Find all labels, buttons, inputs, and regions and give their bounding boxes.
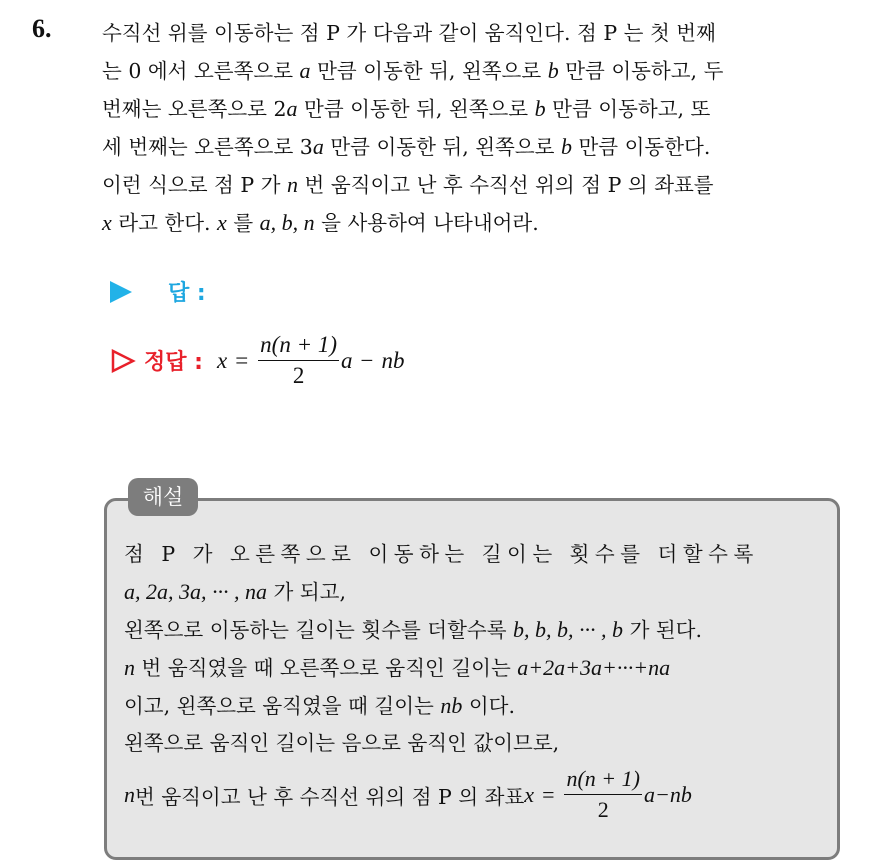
problem-text: 이런 식으로 점 P 가 <box>102 173 287 197</box>
problem-text: 라고 한다. <box>111 211 218 235</box>
correct-answer-row <box>110 332 405 389</box>
correct-answer-label: 정답 : <box>144 350 203 375</box>
outline-triangle-icon <box>110 349 136 373</box>
problem-math: a <box>299 58 311 83</box>
solution-line <box>124 649 824 687</box>
problem-text: 수직선 위를 이동하는 점 P 가 다음과 같이 움직인다. 점 P 는 첫 번째 <box>102 21 716 45</box>
problem-math: n <box>287 172 298 197</box>
play-triangle-icon <box>110 281 132 303</box>
problem-text: 만큼 이동한 뒤, 왼쪽으로 <box>323 135 561 159</box>
problem-math: b <box>560 134 572 159</box>
problem-text: 는 0 에서 오른쪽으로 <box>102 59 300 83</box>
solution-text <box>124 536 824 762</box>
problem-math: x <box>102 210 112 235</box>
solution-math: n <box>124 655 135 680</box>
problem-text <box>102 14 872 242</box>
solution-text: 왼쪽으로 이동하는 길이는 횟수를 더할수록 <box>124 618 514 642</box>
solution-text: 이다. <box>462 694 515 718</box>
solution-line <box>124 687 824 725</box>
problem-text: 만큼 이동한 뒤, 왼쪽으로 <box>297 97 535 121</box>
problem-line <box>102 128 872 166</box>
problem-line <box>102 204 872 242</box>
final-n: n <box>124 781 135 807</box>
problem-number: 6. <box>32 14 52 43</box>
solution-text: 번 움직였을 때 오른쪽으로 움직인 길이는 <box>135 656 518 680</box>
problem-math: x <box>217 210 227 235</box>
formula-denominator: 2 <box>292 363 305 388</box>
problem-math: a <box>286 96 298 121</box>
formula-minus: − <box>360 347 374 373</box>
formula-numerator: n(n + 1) <box>258 332 339 361</box>
solution-math: a, 2a, 3a, ··· , na <box>124 579 267 604</box>
final-denominator: 2 <box>597 797 609 822</box>
solution-text: 이고, 왼쪽으로 움직였을 때 길이는 <box>124 694 441 718</box>
solution-math: b, b, b, ··· , b <box>513 617 624 642</box>
final-tail: a−nb <box>643 781 692 807</box>
final-text: 번 움직이고 난 후 수직선 위의 점 P 의 좌표 <box>135 784 525 809</box>
problem-line <box>102 52 872 90</box>
formula-fraction <box>258 332 339 389</box>
formula-tail-a: a <box>341 347 353 373</box>
problem-text: 번째는 오른쪽으로 2 <box>102 97 287 121</box>
problem-text: 만큼 이동하고, 두 <box>558 59 724 83</box>
answer-row <box>110 276 206 307</box>
problem-math: b <box>534 96 546 121</box>
solution-line <box>124 725 824 762</box>
problem-line <box>102 90 872 128</box>
problem-text: 만큼 이동한 뒤, 왼쪽으로 <box>310 59 548 83</box>
solution-line <box>124 611 824 649</box>
problem-text: 세 번째는 오른쪽으로 3 <box>102 135 313 159</box>
answer-label: 답 : <box>168 281 206 306</box>
solution-text: 가 되고, <box>267 580 346 604</box>
final-equals: = <box>542 781 555 807</box>
problem-text: 을 사용하여 나타내어라. <box>314 211 539 235</box>
problem-text: 번 움직이고 난 후 수직선 위의 점 P 의 좌표를 <box>298 173 714 197</box>
solution-math: a+2a+3a+···+na <box>517 655 671 680</box>
solution-math: nb <box>440 693 463 718</box>
solution-line <box>124 536 824 573</box>
formula-lhs: x <box>216 347 228 373</box>
solution-text: 가 된다. <box>623 618 703 642</box>
problem-math: a <box>312 134 324 159</box>
problem-line <box>102 14 872 52</box>
final-formula <box>524 766 692 823</box>
solution-final-line <box>124 766 692 823</box>
problem-math: a, b, n <box>259 210 315 235</box>
problem-text: 만큼 이동하고, 또 <box>545 97 711 121</box>
solution-text: 왼쪽으로 움직인 길이는 음으로 움직인 값이므로, <box>124 731 560 755</box>
answer-formula <box>217 332 405 389</box>
final-numerator: n(n + 1) <box>564 766 642 795</box>
formula-tail-nb: nb <box>381 347 405 373</box>
problem-text: 만큼 이동한다. <box>571 135 711 159</box>
problem-line <box>102 166 872 204</box>
problem-text: 를 <box>226 211 260 235</box>
solution-tab: 해설 <box>128 478 198 516</box>
problem-math: b <box>547 58 559 83</box>
solution-text: 점 P 가 오른쪽으로 이동하는 길이는 횟수를 더할수록 <box>124 542 759 566</box>
final-x: x <box>524 781 535 807</box>
final-fraction <box>564 766 642 823</box>
formula-equals: = <box>235 347 249 373</box>
solution-line <box>124 573 824 611</box>
